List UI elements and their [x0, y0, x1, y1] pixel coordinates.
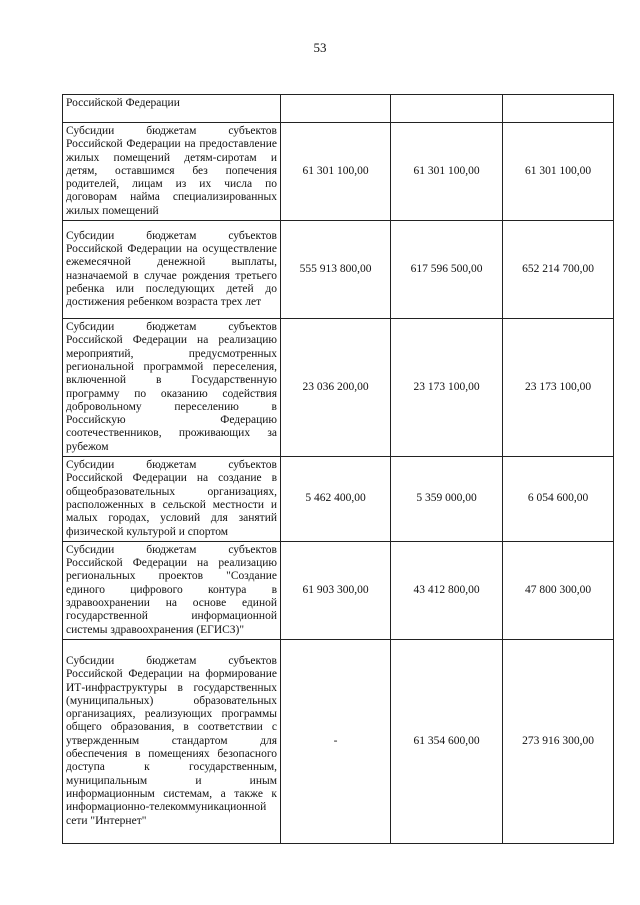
row-description: Субсидии бюджетам субъектов Российской Федерации на реализацию региональных проектов "Создание единого цифрового контура в здравоохранении на основе единой государственной информационной системы здравоохранения (ЕГИСЗ)"	[63, 541, 281, 639]
amount-col-2: 61 354 600,00	[391, 639, 503, 843]
amount-col-2	[391, 95, 503, 123]
table-row	[63, 639, 614, 843]
amount-col-3	[503, 95, 614, 123]
row-description: Субсидии бюджетам субъектов Российской Федерации на создание в общеобразовательных организациях, расположенных в сельской местности и малых городах, условий для занятий физической культурой и спортом	[63, 457, 281, 542]
amount-col-1: -	[281, 639, 391, 843]
table-row	[63, 319, 614, 457]
amount-col-2: 617 596 500,00	[391, 221, 503, 319]
row-description: Субсидии бюджетам субъектов Российской Федерации на формирование ИТ-инфраструктуры в государственных (муниципальных) образовательных организациях, реализующих программы общего образования, в соответствии с утвержденным стандартом для обеспечения в помещениях безопасного доступа к государственным, муниципальным и иным информационным системам, а также к информационно-телекоммуникационной сети "Интернет"	[63, 639, 281, 843]
amount-col-1: 23 036 200,00	[281, 319, 391, 457]
amount-col-2: 23 173 100,00	[391, 319, 503, 457]
table-row	[63, 95, 614, 123]
subsidies-table	[62, 94, 614, 844]
row-description: Субсидии бюджетам субъектов Российской Федерации на реализацию мероприятий, предусмотренных региональной программой переселения, включенной в Государственную программу по оказанию содействия добровольному переселению в Российскую Федерацию соотечественников, проживающих за рубежом	[63, 319, 281, 457]
amount-col-3: 273 916 300,00	[503, 639, 614, 843]
amount-col-2: 43 412 800,00	[391, 541, 503, 639]
amount-col-1: 61 903 300,00	[281, 541, 391, 639]
amount-col-3: 47 800 300,00	[503, 541, 614, 639]
row-description: Субсидии бюджетам субъектов Российской Федерации на предоставление жилых помещений детям-сиротам и детям, оставшимся без попечения родителей, лицам из их числа по договорам найма специализированных жилых помещений	[63, 123, 281, 221]
table-row	[63, 221, 614, 319]
row-description: Субсидии бюджетам субъектов Российской Федерации на осуществление ежемесячной денежной выплаты, назначаемой в случае рождения третьего ребенка или последующих детей до достижения ребенком возраста трех лет	[63, 221, 281, 319]
row-description: Российской Федерации	[63, 95, 281, 123]
amount-col-3: 6 054 600,00	[503, 457, 614, 542]
table-row	[63, 457, 614, 542]
amount-col-1: 61 301 100,00	[281, 123, 391, 221]
amount-col-3: 652 214 700,00	[503, 221, 614, 319]
amount-col-1: 5 462 400,00	[281, 457, 391, 542]
page-number: 53	[313, 40, 327, 55]
amount-col-3: 61 301 100,00	[503, 123, 614, 221]
table-row	[63, 123, 614, 221]
amount-col-3: 23 173 100,00	[503, 319, 614, 457]
amount-col-2: 61 301 100,00	[391, 123, 503, 221]
amount-col-2: 5 359 000,00	[391, 457, 503, 542]
amount-col-1: 555 913 800,00	[281, 221, 391, 319]
table-row	[63, 541, 614, 639]
amount-col-1	[281, 95, 391, 123]
